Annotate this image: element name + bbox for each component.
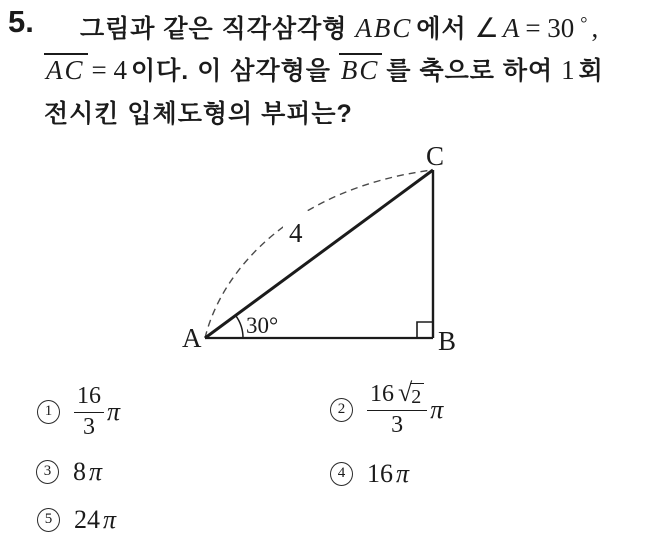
math-triangle-abc: ABC — [355, 13, 413, 43]
text-run-korean: 전시킨 입체도형의 부피는? — [44, 100, 353, 128]
choice-2-circled-number — [330, 398, 353, 422]
text-run-korean: 를 축으로 하여 — [386, 57, 562, 85]
text-run-korean: 이다. 이 삼각형을 — [131, 57, 339, 85]
numerator-coefficient: 16 — [370, 380, 394, 407]
math-equals-4: = 4 — [91, 55, 127, 85]
segment-bc-overline: BC — [339, 53, 383, 85]
problem-text-line-2 — [44, 51, 604, 87]
angle-label-30: 30° — [246, 313, 279, 338]
vertex-label-b: B — [438, 326, 457, 356]
pi-symbol: π — [396, 459, 410, 488]
fraction-numerator — [367, 377, 427, 410]
choice-1 — [37, 383, 120, 441]
text-run-korean: 에서 — [416, 15, 475, 43]
choice-1-digit: 1 — [44, 403, 53, 419]
text-run-korean: 그림과 같은 직각삼각형 — [80, 15, 356, 43]
length-label-4: 4 — [289, 218, 303, 248]
choice-3-circled-number — [36, 460, 59, 484]
choice-1-circled-number — [37, 400, 60, 424]
choice-4-value: 16 — [367, 459, 393, 488]
angle-arc — [236, 315, 243, 338]
angle-symbol: ∠ — [474, 13, 499, 43]
side-ac-hypotenuse — [205, 170, 433, 338]
choice-3-digit: 3 — [43, 463, 52, 479]
problem-number: 5. — [8, 4, 34, 39]
right-angle-marker — [417, 322, 433, 338]
math-vertex-a: A — [502, 13, 522, 43]
pi-symbol: π — [103, 504, 117, 534]
choice-3 — [36, 459, 102, 485]
pi-symbol: π — [107, 397, 121, 426]
choice-5-value: 24 — [74, 504, 100, 534]
fraction-denominator: 3 — [74, 412, 104, 440]
radical-symbol: √ — [398, 377, 413, 407]
pi-symbol: π — [430, 395, 444, 424]
choice-5 — [37, 506, 116, 533]
choice-5-digit: 5 — [44, 510, 53, 527]
choice-4-circled-number — [330, 462, 353, 486]
segment-ac-overline: AC — [44, 53, 88, 85]
fraction-denominator: 3 — [367, 410, 427, 438]
math-number-1: 1 — [561, 55, 575, 85]
fraction-numerator: 16 — [77, 382, 101, 409]
text-run-korean: 회 — [578, 57, 604, 85]
choice-2-fraction — [367, 377, 427, 438]
triangle-figure — [150, 140, 490, 360]
problem-text-line-1 — [80, 9, 598, 45]
choice-3-value: 8 — [73, 457, 86, 486]
choice-4-digit: 4 — [337, 465, 346, 481]
degree-symbol: ° — [580, 13, 588, 33]
pi-symbol: π — [89, 457, 103, 486]
choice-2 — [330, 377, 443, 443]
comma: , — [591, 13, 599, 43]
choice-4 — [330, 461, 409, 487]
vertex-label-c: C — [426, 141, 445, 171]
choice-5-circled-number — [37, 508, 60, 532]
math-equals-30: = 30 — [525, 13, 575, 43]
vertex-label-a: A — [182, 323, 202, 353]
choice-2-digit: 2 — [337, 401, 346, 417]
radicand: 2 — [410, 383, 424, 407]
problem-text-line-3 — [44, 94, 353, 130]
choice-1-fraction — [74, 384, 104, 440]
